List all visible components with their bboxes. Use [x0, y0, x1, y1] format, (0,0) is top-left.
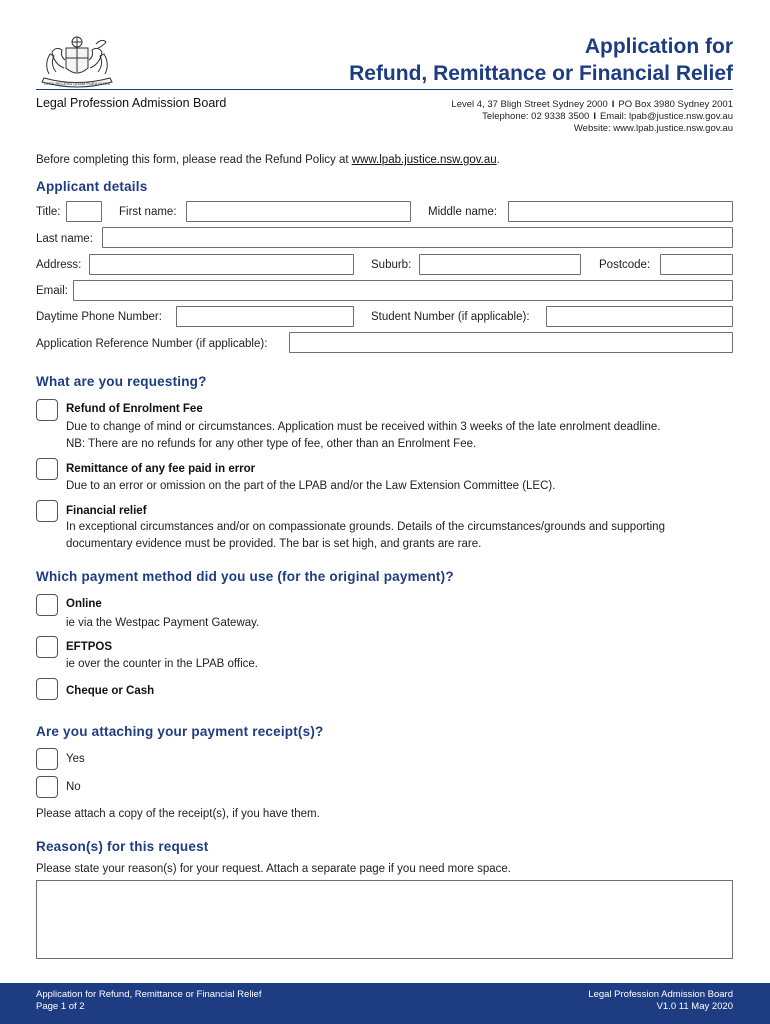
address-label: Address: [36, 259, 82, 271]
receipt-no-checkbox[interactable] [36, 776, 58, 798]
financial-relief-desc-2: documentary evidence must be provided. The bar is set high, and grants are rare. [66, 538, 482, 550]
title-label: Title: [36, 206, 61, 218]
website: Website: www.lpab.justice.nsw.gov.au [573, 123, 733, 134]
street-address: Level 4, 37 Bligh Street Sydney 2000 [451, 99, 608, 110]
email-field[interactable] [73, 280, 733, 301]
refund-policy-link[interactable]: www.lpab.justice.nsw.gov.au [351, 154, 497, 166]
refund-enrolment-desc-1: Due to change of mind or circumstances. Application must be received within 3 weeks of the late enrolment deadline. [66, 421, 661, 433]
online-desc: ie via the Westpac Payment Gateway. [66, 617, 260, 629]
postcode-label: Postcode: [599, 259, 651, 271]
telephone: Telephone: 02 9338 3500 [482, 111, 590, 122]
suburb-label: Suburb: [371, 259, 412, 271]
reasons-heading: Reason(s) for this request [36, 839, 209, 854]
separator: I [611, 99, 615, 110]
financial-relief-title: Financial relief [66, 505, 147, 517]
remittance-title: Remittance of any fee paid in error [66, 463, 256, 475]
form-title [349, 33, 733, 87]
footer-bar [0, 983, 770, 1024]
middle-name-label: Middle name: [428, 206, 498, 218]
applicant-details-heading: Applicant details [36, 179, 148, 194]
eftpos-title: EFTPOS [66, 641, 113, 653]
phone-field[interactable] [176, 306, 354, 327]
suburb-field[interactable] [419, 254, 581, 275]
online-checkbox[interactable] [36, 594, 58, 616]
email-address: Email: lpab@justice.nsw.gov.au [599, 111, 733, 122]
phone-label: Daytime Phone Number: [36, 311, 162, 323]
footer-form-name: Application for Refund, Remittance or Financial Relief [36, 989, 262, 1000]
po-box: PO Box 3980 Sydney 2001 [618, 99, 733, 110]
footer-org-name: Legal Profession Admission Board [588, 989, 733, 1000]
financial-relief-checkbox[interactable] [36, 500, 58, 522]
email-label: Email: [36, 285, 68, 297]
student-number-label: Student Number (if applicable): [371, 311, 530, 323]
header-divider [36, 89, 733, 90]
online-title: Online [66, 598, 102, 610]
reasons-instruction: Please state your reason(s) for your request. Attach a separate page if you need more space. [36, 863, 511, 875]
middle-name-field[interactable] [508, 201, 733, 222]
receipt-note: Please attach a copy of the receipt(s), if you have them. [36, 808, 320, 820]
nsw-crest-logo [36, 34, 118, 94]
remittance-desc: Due to an error or omission on the part of the LPAB and/or the Law Extension Committee (LEC). [66, 480, 556, 492]
remittance-checkbox[interactable] [36, 458, 58, 480]
receipt-yes-label: Yes [66, 753, 85, 765]
footer-version: V1.0 11 May 2020 [656, 1001, 733, 1012]
crest-motto: ORTA RECENS QUAM PURA NITES [43, 81, 111, 86]
last-name-field[interactable] [102, 227, 733, 248]
title-line-1: Application for [584, 35, 733, 58]
eftpos-desc: ie over the counter in the LPAB office. [66, 658, 258, 670]
reasons-textarea[interactable] [36, 880, 733, 959]
title-field[interactable] [66, 201, 102, 222]
refund-enrolment-desc-2: NB: There are no refunds for any other type of fee, other than an Enrolment Fee. [66, 438, 477, 450]
eftpos-checkbox[interactable] [36, 636, 58, 658]
reference-number-label: Application Reference Number (if applicable): [36, 338, 268, 350]
refund-enrolment-title: Refund of Enrolment Fee [66, 403, 203, 415]
refund-enrolment-checkbox[interactable] [36, 399, 58, 421]
address-field[interactable] [89, 254, 354, 275]
payment-method-heading: Which payment method did you use (for the original payment)? [36, 569, 454, 584]
intro-text: Before completing this form, please read the Refund Policy at www.lpab.justice.nsw.gov.au. [36, 154, 500, 166]
financial-relief-desc-1: In exceptional circumstances and/or on compassionate grounds. Details of the circumstances/grounds and supporting [66, 521, 665, 533]
separator: I [593, 111, 596, 122]
receipt-heading: Are you attaching your payment receipt(s)? [36, 724, 324, 739]
first-name-label: First name: [119, 206, 177, 218]
cheque-cash-title: Cheque or Cash [66, 685, 155, 697]
title-line-2: Refund, Remittance or Financial Relief [349, 62, 733, 85]
cheque-cash-checkbox[interactable] [36, 678, 58, 700]
receipt-no-label: No [66, 781, 81, 793]
requesting-heading: What are you requesting? [36, 374, 207, 389]
footer-page-number: Page 1 of 2 [36, 1001, 85, 1012]
student-number-field[interactable] [546, 306, 733, 327]
last-name-label: Last name: [36, 233, 93, 245]
first-name-field[interactable] [186, 201, 411, 222]
postcode-field[interactable] [660, 254, 733, 275]
contact-block [451, 99, 733, 135]
reference-number-field[interactable] [289, 332, 733, 353]
organisation-name: Legal Profession Admission Board [36, 96, 227, 110]
receipt-yes-checkbox[interactable] [36, 748, 58, 770]
